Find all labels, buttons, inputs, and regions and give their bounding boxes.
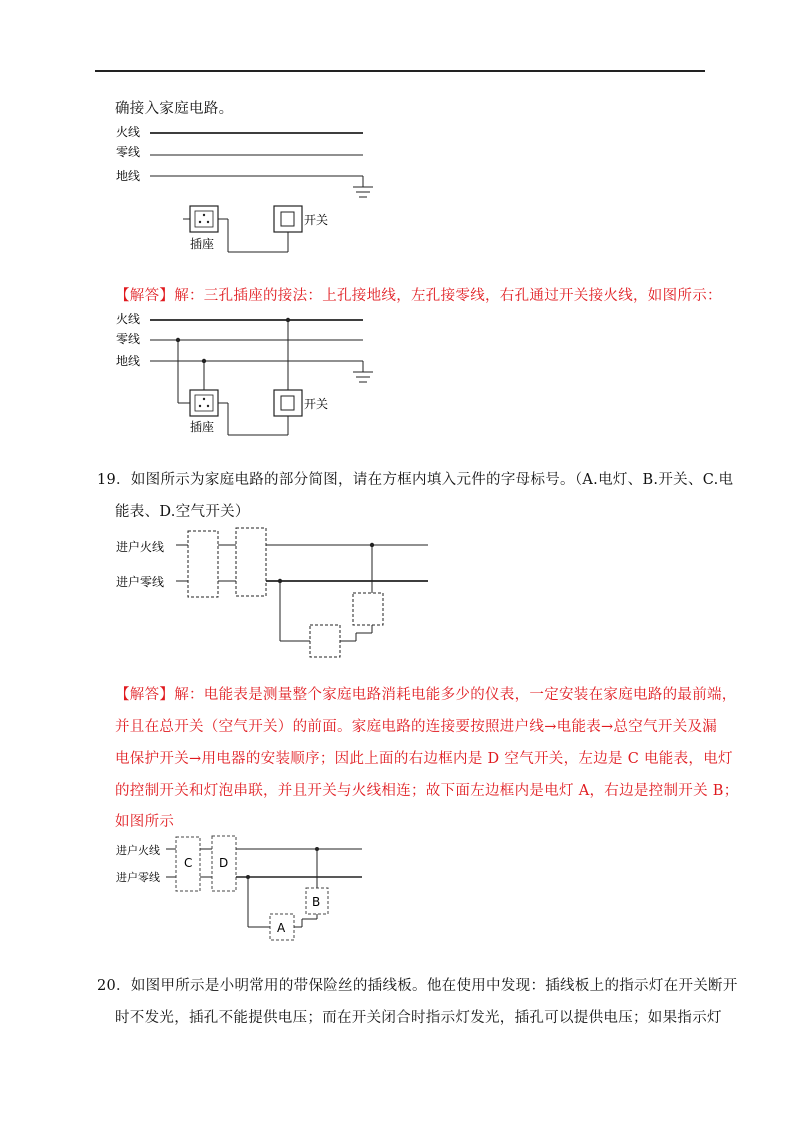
fig2-neutral-label: 零线	[116, 332, 141, 346]
fig3-neutral-label: 进户零线	[116, 575, 165, 589]
fig1-neutral-label: 零线	[116, 145, 141, 159]
fig4-box-b-label: B	[312, 895, 321, 909]
fig2-ground-symbol	[353, 361, 373, 382]
fig3-box-lower-right	[353, 593, 383, 625]
q18-answer-line: 【解答】解：三孔插座的接法：上孔接地线，左孔接零线，右孔通过开关接火线，如图所示：	[115, 288, 722, 304]
fig2-switch	[274, 390, 302, 416]
figure-socket-question	[110, 118, 400, 268]
header-rule	[95, 70, 705, 72]
fig4-neutral-label: 进户零线	[116, 871, 160, 884]
figure-socket-answer	[110, 305, 400, 450]
fig4-box-a-label: A	[277, 921, 286, 935]
fig1-ground-symbol	[353, 176, 373, 197]
figure-household-answer	[110, 833, 370, 945]
q19-answer-line-2: 并且在总开关（空气开关）的前面。家庭电路的连接要按照进户线→电能表→总空气开关及漏	[115, 719, 718, 735]
q19-line-1: 19．如图所示为家庭电路的部分简图，请在方框内填入元件的字母标号。（A.电灯、B.开关、C.电	[97, 472, 734, 488]
fig2-socket-label: 插座	[190, 420, 215, 434]
figure-household-question	[110, 525, 440, 665]
fig1-socket-label: 插座	[190, 237, 215, 251]
fig4-box-d-label: D	[219, 856, 229, 870]
fig1-switch-label: 开关	[304, 213, 329, 227]
fig4-box-c-label: C	[184, 856, 193, 870]
q19-answer-line-5: 如图所示	[115, 814, 175, 830]
fig3-box-right	[236, 528, 266, 596]
q19-answer-line-4: 的控制开关和灯泡串联，并且开关与火线相连；故下面左边框内是电灯 A，右边是控制开关 B；	[115, 783, 739, 799]
q19-line-2: 能表、D.空气开关）	[115, 504, 250, 520]
fig4-live-label: 进户火线	[116, 844, 160, 857]
fig3-live-label: 进户火线	[116, 540, 165, 554]
fig1-switch	[274, 206, 302, 232]
fig2-socket	[190, 390, 228, 416]
q19-answer-line-3: 电保护开关→用电器的安装顺序；因此上面的右边框内是 D 空气开关，左边是 C 电能表，电灯	[115, 751, 733, 767]
fig1-live-label: 火线	[116, 125, 141, 139]
fig1-socket	[183, 206, 228, 232]
fig2-live-label: 火线	[116, 312, 141, 326]
fig2-ground-label: 地线	[116, 354, 141, 368]
fig3-box-lower-left	[310, 625, 340, 657]
intro-line: 确接入家庭电路。	[115, 101, 234, 117]
fig2-switch-label: 开关	[304, 397, 329, 411]
q20-line-1: 20．如图甲所示是小明常用的带保险丝的插线板。他在使用中发现：插线板上的指示灯在开关断开	[97, 978, 738, 994]
fig3-box-left	[188, 531, 218, 597]
q19-answer-line-1: 【解答】解：电能表是测量整个家庭电路消耗电能多少的仪表，一定安装在家庭电路的最前端，	[115, 687, 737, 703]
fig1-ground-label: 地线	[116, 169, 141, 183]
q20-line-2: 时不发光，插孔不能提供电压；而在开关闭合时指示灯发光，插孔可以提供电压；如果指示灯	[115, 1010, 722, 1026]
